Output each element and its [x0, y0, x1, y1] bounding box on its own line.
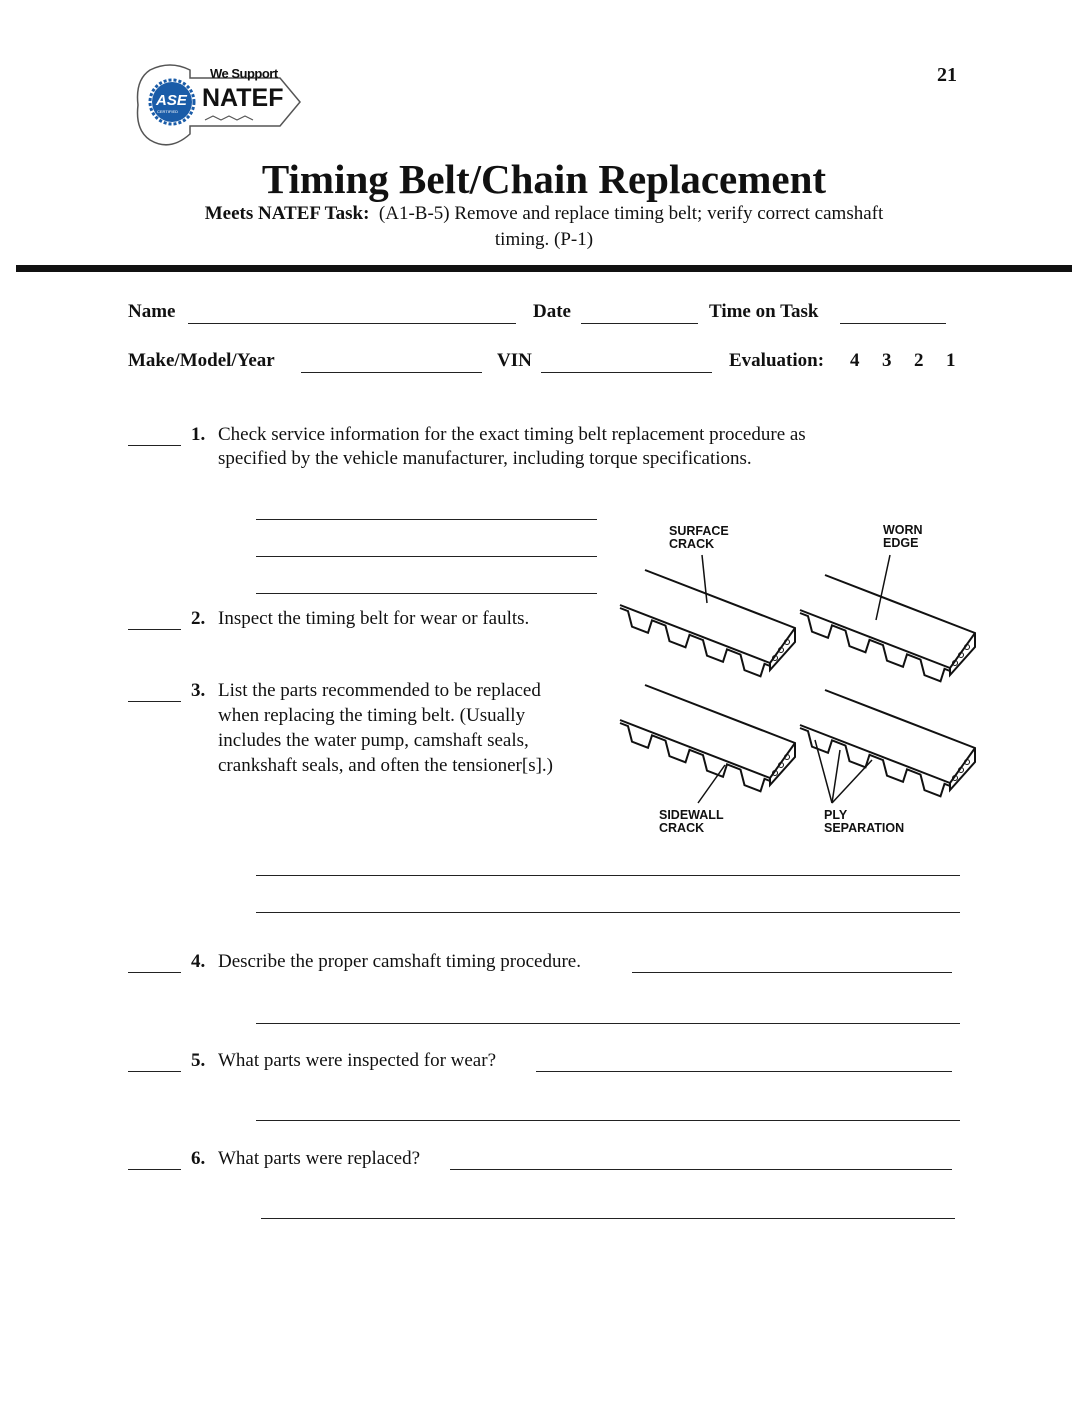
natef-logo [130, 60, 305, 155]
task-text: (A1-B-5) Remove and replace timing belt; verify correct camshaft [378, 203, 884, 224]
item-2-number: 2. [191, 608, 206, 629]
score-4[interactable]: 4 [850, 350, 860, 371]
item-5-answer-line[interactable] [256, 1120, 960, 1121]
item-1-number: 1. [191, 424, 206, 445]
item-5-check[interactable] [128, 1056, 181, 1072]
evaluation-label: Evaluation: [729, 350, 825, 371]
item-3-answer-line[interactable] [256, 875, 960, 876]
logo-tagline: We Support [210, 66, 278, 81]
item-3-text-4: crankshaft seals, and often the tensioner[s].) [218, 755, 554, 776]
label-worn-edge: WORN EDGE [883, 523, 923, 550]
pointer-arrow [876, 555, 890, 620]
belt-sidewall-crack [620, 685, 795, 791]
item-3-text-2: when replacing the timing belt. (Usually [218, 705, 526, 726]
task-line-2: timing. (P-1) [494, 229, 594, 250]
task-line-1 [0, 203, 1088, 225]
item-1-check[interactable] [128, 430, 181, 446]
ase-badge-text: ASE [156, 92, 187, 109]
item-4-number: 4. [191, 951, 206, 972]
item-6-answer-line[interactable] [261, 1218, 955, 1219]
header-divider [16, 265, 1072, 272]
label-ply-separation: PLY SEPARATION [824, 808, 905, 835]
logo-brand: NATEF [202, 84, 284, 112]
score-2[interactable]: 2 [914, 350, 924, 371]
score-3[interactable]: 3 [882, 350, 892, 371]
belt-worn-edge [800, 575, 975, 681]
pointer-arrow [698, 765, 725, 803]
item-1-answer-line[interactable] [256, 556, 597, 557]
item-1-text-1: Check service information for the exact timing belt replacement procedure as [218, 424, 806, 445]
label-surface-crack: SURFACE CRACK [669, 524, 729, 551]
name-field[interactable] [188, 303, 516, 324]
name-label: Name [128, 301, 176, 322]
page-title: Timing Belt/Chain Replacement [261, 156, 827, 202]
item-3-number: 3. [191, 680, 206, 701]
item-6-answer-line[interactable] [450, 1169, 952, 1170]
item-5-answer-line[interactable] [536, 1071, 952, 1072]
item-6-check[interactable] [128, 1154, 181, 1170]
item-4-answer-line[interactable] [632, 972, 952, 973]
make-model-year-label: Make/Model/Year [128, 350, 275, 371]
date-label: Date [533, 301, 571, 322]
item-3-answer-line[interactable] [256, 912, 960, 913]
page-number: 21 [937, 64, 957, 86]
time-on-task-field[interactable] [840, 303, 946, 324]
belt-surface-crack [620, 570, 795, 676]
item-3-check[interactable] [128, 686, 181, 702]
pointer-arrow [702, 555, 707, 603]
item-1-answer-line[interactable] [256, 593, 597, 594]
time-on-task-label: Time on Task [709, 301, 819, 322]
ase-badge-subtext: CERTIFIED [157, 109, 179, 114]
item-1-answer-line[interactable] [256, 519, 597, 520]
item-5-text: What parts were inspected for wear? [218, 1050, 496, 1071]
date-field[interactable] [581, 303, 698, 324]
vin-field[interactable] [541, 352, 712, 373]
item-4-answer-line[interactable] [256, 1023, 960, 1024]
item-3-text-3: includes the water pump, camshaft seals, [218, 730, 529, 751]
item-2-check[interactable] [128, 614, 181, 630]
item-6-text: What parts were replaced? [218, 1148, 421, 1169]
item-4-text: Describe the proper camshaft timing procedure. [218, 951, 581, 972]
item-6-number: 6. [191, 1148, 206, 1169]
score-1[interactable]: 1 [946, 350, 956, 371]
make-model-year-field[interactable] [301, 352, 482, 373]
label-sidewall-crack: SIDEWALL CRACK [659, 808, 724, 835]
item-3-text-1: List the parts recommended to be replaced [218, 680, 541, 701]
item-2-text: Inspect the timing belt for wear or faults. [218, 608, 530, 629]
item-5-number: 5. [191, 1050, 206, 1071]
timing-belt-wear-figure [610, 515, 980, 845]
vin-label: VIN [497, 350, 532, 371]
item-1-text-2: specified by the vehicle manufacturer, including torque specifications. [218, 448, 752, 469]
item-4-check[interactable] [128, 957, 181, 973]
task-label: Meets NATEF Task: [204, 203, 370, 224]
